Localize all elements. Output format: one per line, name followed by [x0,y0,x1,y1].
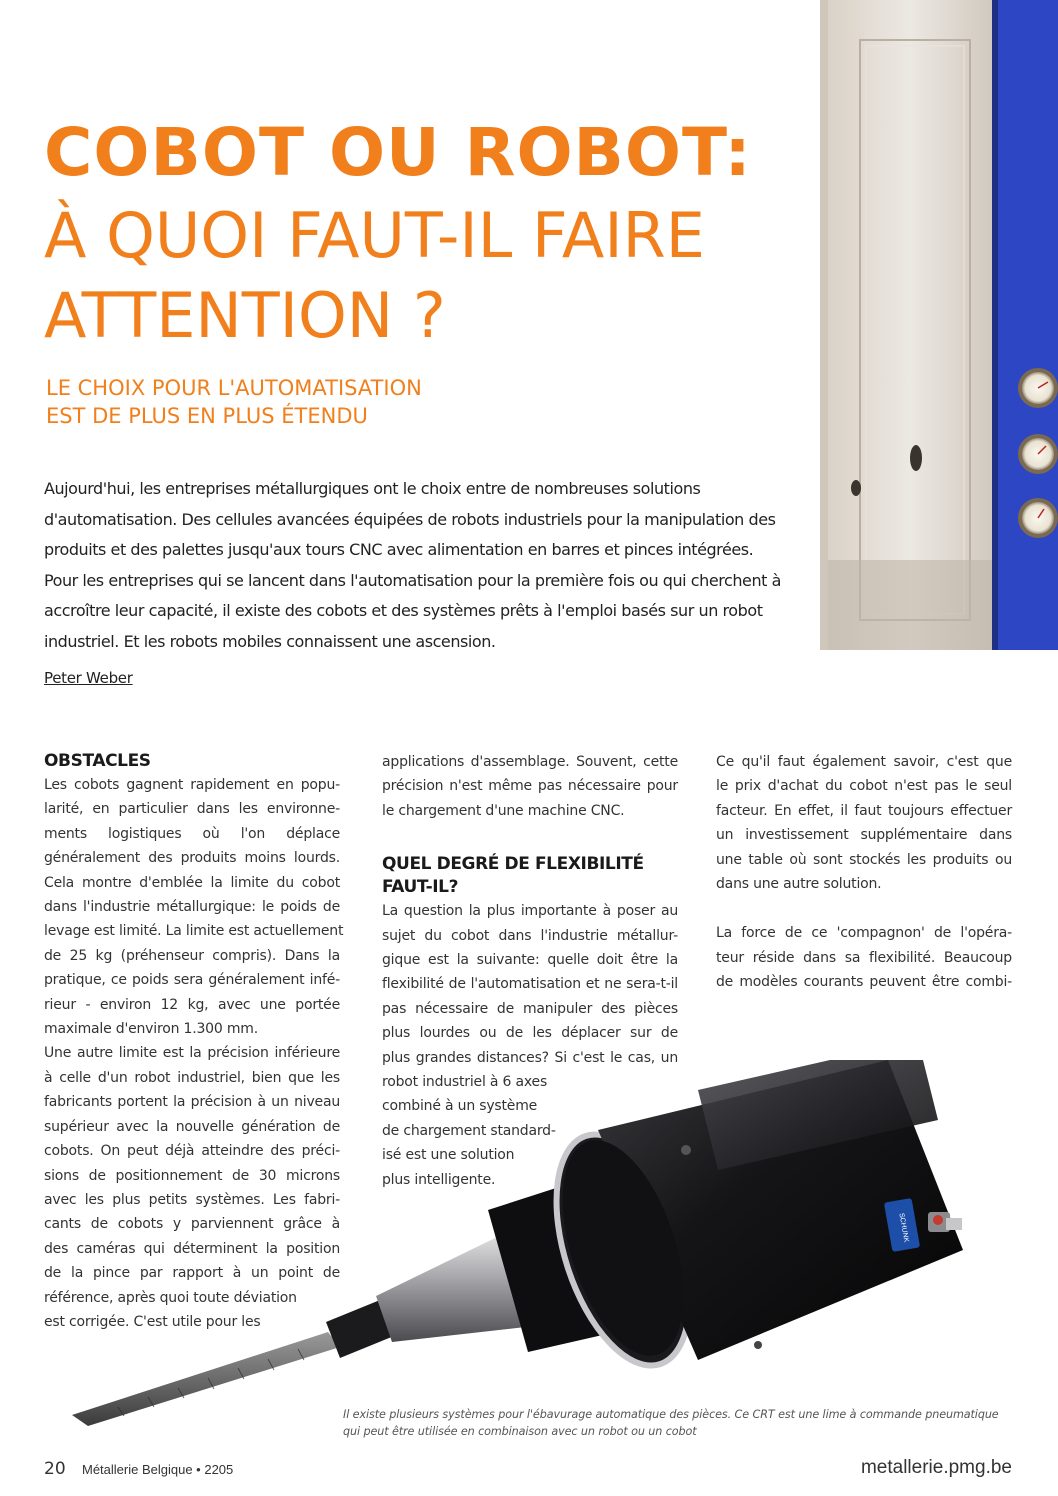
body-line: combiné à un système [382,1098,538,1115]
website-url[interactable]: metallerie.pmg.be [860,1457,1012,1478]
body-line: Cela montre d'emblée la limite du cobot [44,874,340,891]
body-line: dans l'industrie métallurgique: le poids de [44,899,340,916]
body-line: supérieur avec la nouvelle génération de [44,1118,340,1135]
article-title: COBOT OU ROBOT: [44,114,752,191]
body-line: sujet du cobot dans l'industrie métallur- [382,927,678,944]
body-line: Ce qu'il faut également savoir, c'est que [716,754,1012,770]
intro-line: produits et des palettes jusqu'aux tours CNC avec alimentation en barres et pinces intégrées. [44,540,754,559]
body-line: teur réside dans sa flexibilité. Beaucoup [716,949,1012,966]
section-heading-flexibility [382,853,678,899]
article-subtitle-line-1: À QUOI FAUT-IL FAIRE [44,199,705,272]
body-line: cants de cobots y parviennent grâce à [44,1216,340,1233]
body-line: plus grandes distances? Si c'est le cas, un [382,1049,678,1066]
intro-paragraph [44,474,804,657]
article-subtitle [44,196,804,356]
body-line: pratique, ce poids sera généralement infé- [44,972,340,989]
body-line: une table où sont stockés les produits ou [716,851,1012,868]
body-line: référence, après quoi toute déviation [44,1289,297,1306]
body-line: rieur - environ 12 kg, avec une portée [44,996,340,1013]
body-line: avec les plus petits systèmes. Les fabri- [44,1191,340,1208]
body-line: robot industriel à 6 axes [382,1074,548,1091]
body-line: plus lourdes ou de les déplacer sur de [382,1025,678,1042]
body-line: Une autre limite est la précision inférieure [44,1045,340,1062]
page-number: 20 [44,1459,66,1479]
body-line: généralement des produits moins lourds. [44,850,340,867]
section-heading-obstacles: OBSTACLES [44,751,151,771]
intro-line: Aujourd'hui, les entreprises métallurgiques ont le choix entre de nombreuses solutions [44,479,701,498]
body-line: isé est une solution [382,1147,515,1164]
body-line: facteur. En effet, il faut toujours effectuer [716,802,1012,819]
body-line: le prix d'achat du cobot n'est pas le seul [716,778,1012,795]
body-line: gique est la suivante: quelle doit être la [382,952,678,969]
body-line: le chargement d'une machine CNC. [382,802,625,819]
body-line: maximale d'environ 1.300 mm. [44,1021,258,1038]
body-line: de la pince par rapport à un point de [44,1265,340,1282]
body-line: dans une autre solution. [716,876,882,893]
body-line: larité, en particulier dans les environne- [44,801,340,818]
body-line: de modèles courants peuvent être combi- [716,974,1012,991]
standfirst [46,374,606,430]
standfirst-line-1: LE CHOIX POUR L'AUTOMATISATION [46,376,422,400]
body-line: un investissement supplémentaire dans [716,827,1012,844]
column-3 [716,750,1012,995]
paragraph-spacer [716,896,1012,921]
caption-line-2: qui peut être utilisée en combinaison avec un robot ou un cobot [343,1425,697,1438]
body-line: flexibilité de l'automatisation et ne sera-t-il [382,976,678,993]
author-byline: Peter Weber [44,669,133,687]
intro-line: accroître leur capacité, il existe des cobots et des systèmes prêts à l'emploi basés sur un robot [44,601,763,620]
publication-name: Métallerie Belgique • 2205 [82,1462,234,1477]
tool-brand-label: SCHUNK [897,1212,910,1243]
body-line: de 25 kg (préhenseur compris). Dans la [44,947,340,964]
body-line: applications d'assemblage. Souvent, cette [382,754,678,770]
section-heading-line-2: FAUT-IL? [382,877,459,898]
body-line: Les cobots gagnent rapidement en popu- [44,777,340,793]
body-line: à celle d'un robot industriel, bien que les [44,1069,340,1086]
standfirst-line-2: EST DE PLUS EN PLUS ÉTENDU [46,404,368,428]
body-line: ments logistiques où l'on déplace [44,825,340,842]
deburring-tool-photo [58,1060,1018,1440]
paragraph-spacer [382,823,678,853]
intro-line: industriel. Et les robots mobiles connaissent une ascension. [44,631,496,651]
body-line: plus intelligente. [382,1171,496,1188]
body-line: pas nécessaire de manipuler des pièces [382,1000,678,1017]
body-line: levage est limité. La limite est actuellement [44,923,344,940]
article-subtitle-line-2: ATTENTION ? [44,279,446,352]
body-line: sions de positionnement de 30 microns [44,1167,340,1184]
body-line: fabricants portent la précision à un niveau [44,1094,340,1111]
body-line: des caméras qui déterminent la position [44,1240,340,1257]
section-heading-line-1: QUEL DEGRÉ DE FLEXIBILITÉ [382,854,644,875]
body-line: est corrigée. C'est utile pour les [44,1313,261,1330]
intro-line: Pour les entreprises qui se lancent dans l'automatisation pour la première fois ou qui cherchent à [44,570,781,590]
image-caption [343,1406,1023,1440]
caption-line-1: Il existe plusieurs systèmes pour l'ébavurage automatique des pièces. Ce CRT est une lime à commande pneumatique [343,1408,999,1421]
body-line: La question la plus importante à poser au [382,903,678,920]
body-line: de chargement standard- [382,1122,556,1139]
body-line: cobots. On peut déjà atteindre des préci- [44,1143,340,1160]
machine-photo [820,0,1058,650]
intro-line: d'automatisation. Des cellules avancées équipées de robots industriels pour la manipulation des [44,509,776,529]
body-line: La force de ce 'compagnon' de l'opéra- [716,925,1012,942]
body-line: précision n'est même pas nécessaire pour [382,778,678,795]
